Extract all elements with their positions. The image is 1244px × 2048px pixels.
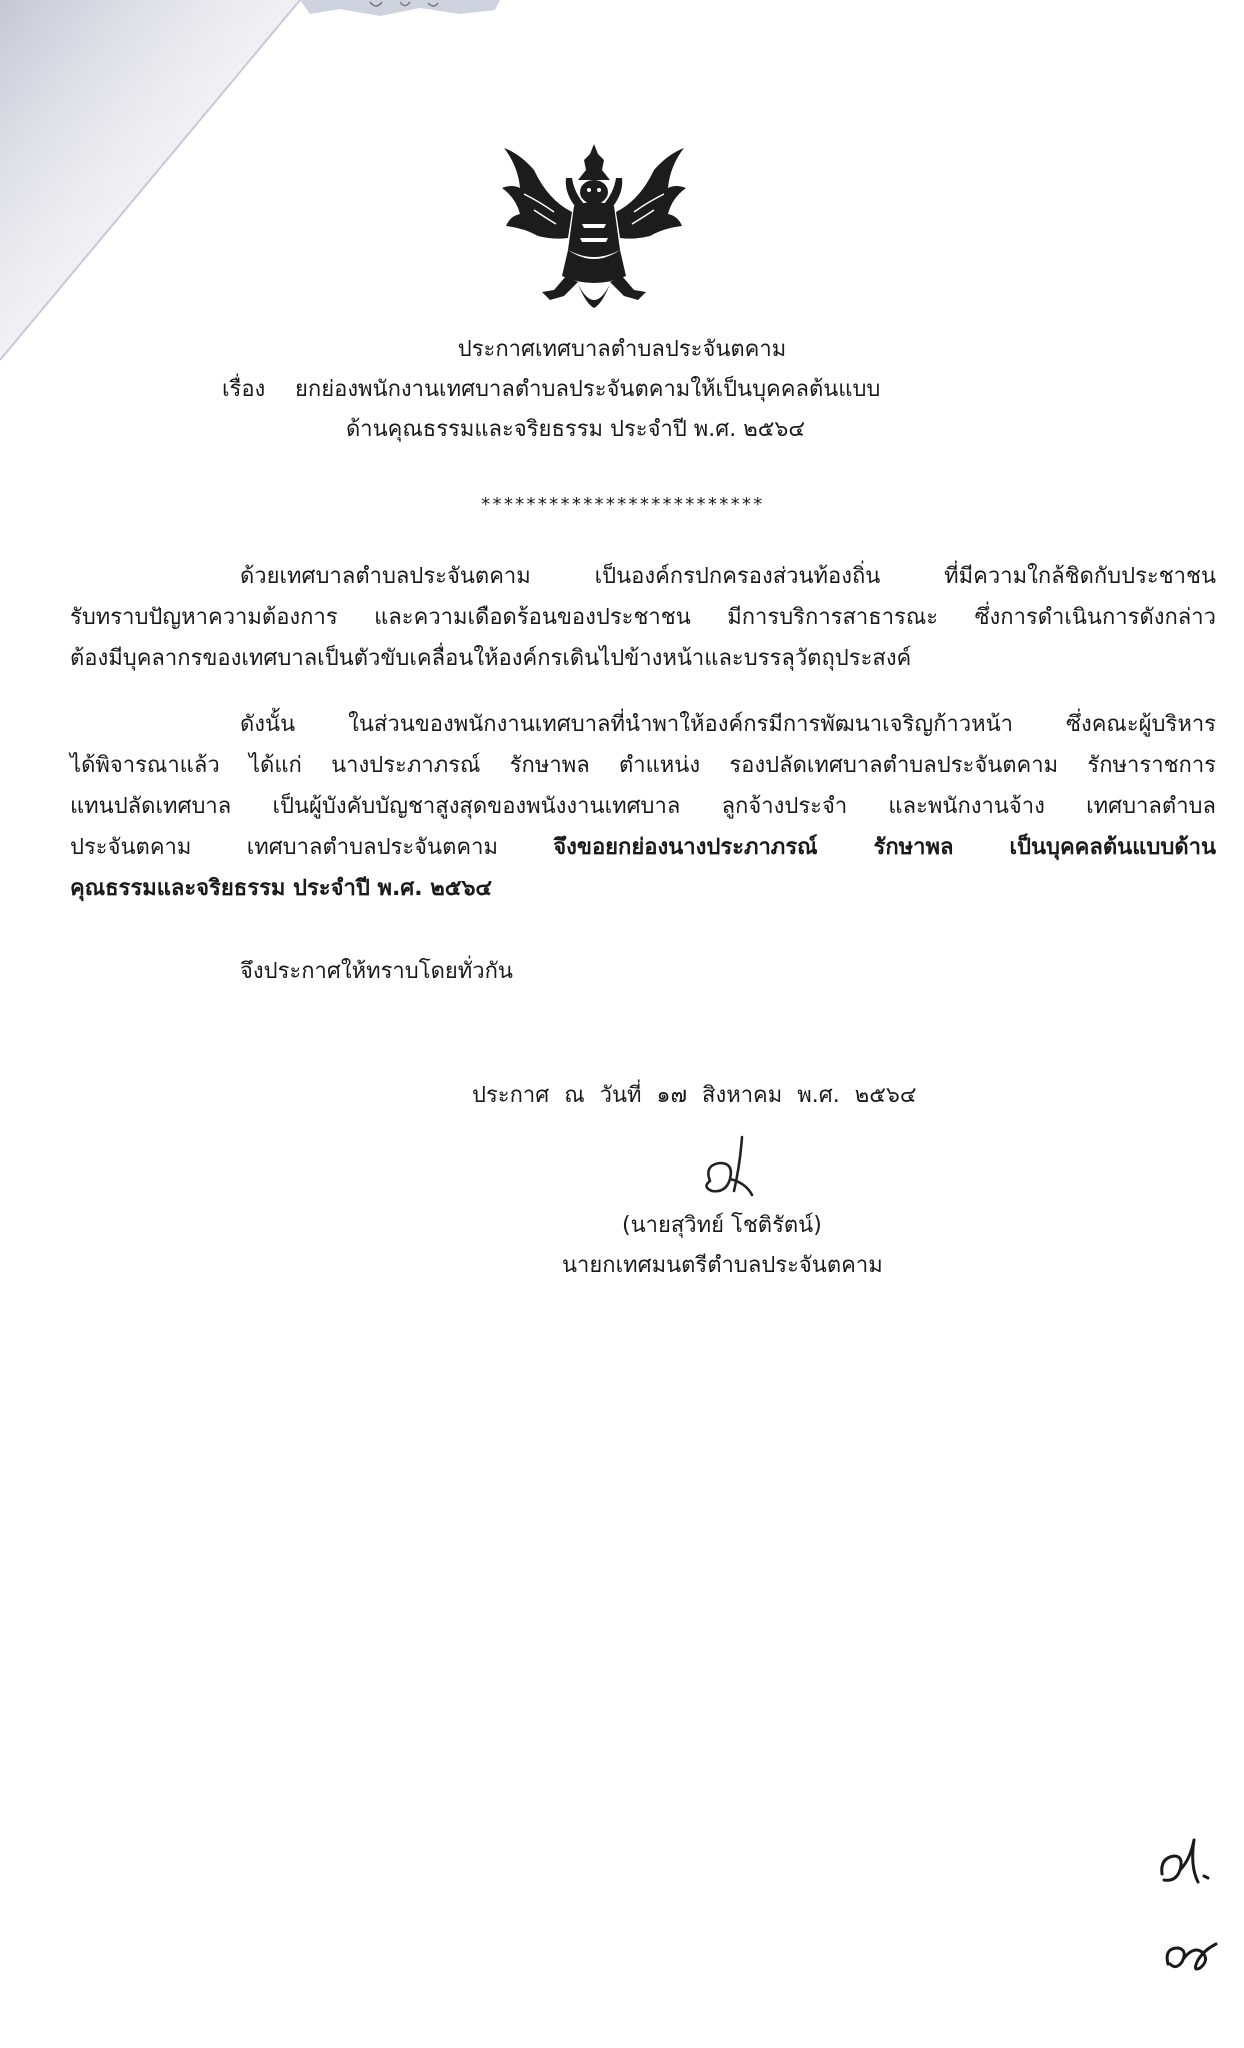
torn-paper-edge xyxy=(300,0,500,18)
handwritten-page-mark xyxy=(1160,1920,1230,1980)
signatory-name: (นายสุวิทย์ โชติรัตน์) xyxy=(622,1213,822,1238)
paragraph-line xyxy=(70,827,1216,868)
paragraph-line: ดังนั้น ในส่วนของพนักงานเทศบาลที่นำพาให้องค์กรมีการพัฒนาเจริญก้าวหน้า ซึ่งคณะผู้บริหาร xyxy=(240,712,1216,737)
paragraph-bold-text: จึงขอยกย่องนางประภาภรณ์ รักษาพล เป็นบุคคลต้นแบบด้าน xyxy=(553,835,1216,860)
paragraph-recognition xyxy=(70,704,1216,909)
separator: ************************* xyxy=(480,494,764,515)
subject-row xyxy=(222,374,880,406)
paragraph-text: ประจันตคาม เทศบาลตำบลประจันตคาม xyxy=(70,835,554,860)
paragraph-line: แทนปลัดเทศบาล เป็นผู้บังคับบัญชาสูงสุดของพนังงานเทศบาล ลูกจ้างประจำ และพนักงานจ้าง เทศบาลตำบล xyxy=(70,794,1216,819)
announcement-title: ประกาศเทศบาลตำบลประจันตคาม xyxy=(457,337,787,362)
handwritten-initials xyxy=(1150,1830,1220,1890)
garuda-emblem xyxy=(494,140,694,320)
subject-text-line1: ยกย่องพนักงานเทศบาลตำบลประจันตคามให้เป็นบุคคลต้นแบบ xyxy=(295,377,881,402)
paragraph-line: ด้วยเทศบาลตำบลประจันตคาม เป็นองค์กรปกครองส่วนท้องถิ่น ที่มีความใกล้ชิดกับประชาชน xyxy=(240,564,1216,589)
paragraph-line: ได้พิจารณาแล้ว ได้แก่ นางประภาภรณ์ รักษาพล ตำแหน่ง รองปลัดเทศบาลตำบลประจันตคาม รักษาราชการ xyxy=(70,753,1216,778)
paragraph-line: ต้องมีบุคลากรของเทศบาลเป็นตัวขับเคลื่อนให้องค์กรเดินไปข้างหน้าและบรรลุวัตถุประสงค์ xyxy=(70,646,912,671)
announcement-date: ประกาศ ณ วันที่ ๑๗ สิงหาคม พ.ศ. ๒๕๖๔ xyxy=(472,1083,917,1108)
paragraph-bold-line: คุณธรรมและจริยธรรม ประจำปี พ.ศ. ๒๕๖๔ xyxy=(70,876,493,901)
signatory-position: นายกเทศมนตรีตำบลประจันตคาม xyxy=(562,1253,883,1278)
paragraph-line: รับทราบปัญหาความต้องการ และความเดือดร้อนของประชาชน มีการบริการสาธารณะ ซึ่งการดำเนินการดังกล่าว xyxy=(70,605,1216,630)
closing-statement: จึงประกาศให้ทราบโดยทั่วกัน xyxy=(240,959,513,984)
handwritten-signature xyxy=(690,1135,780,1215)
subject-label: เรื่อง xyxy=(222,377,266,402)
subject-text-line2: ด้านคุณธรรมและจริยธรรม ประจำปี พ.ศ. ๒๕๖๔ xyxy=(346,417,806,442)
paragraph-intro xyxy=(70,556,1216,679)
